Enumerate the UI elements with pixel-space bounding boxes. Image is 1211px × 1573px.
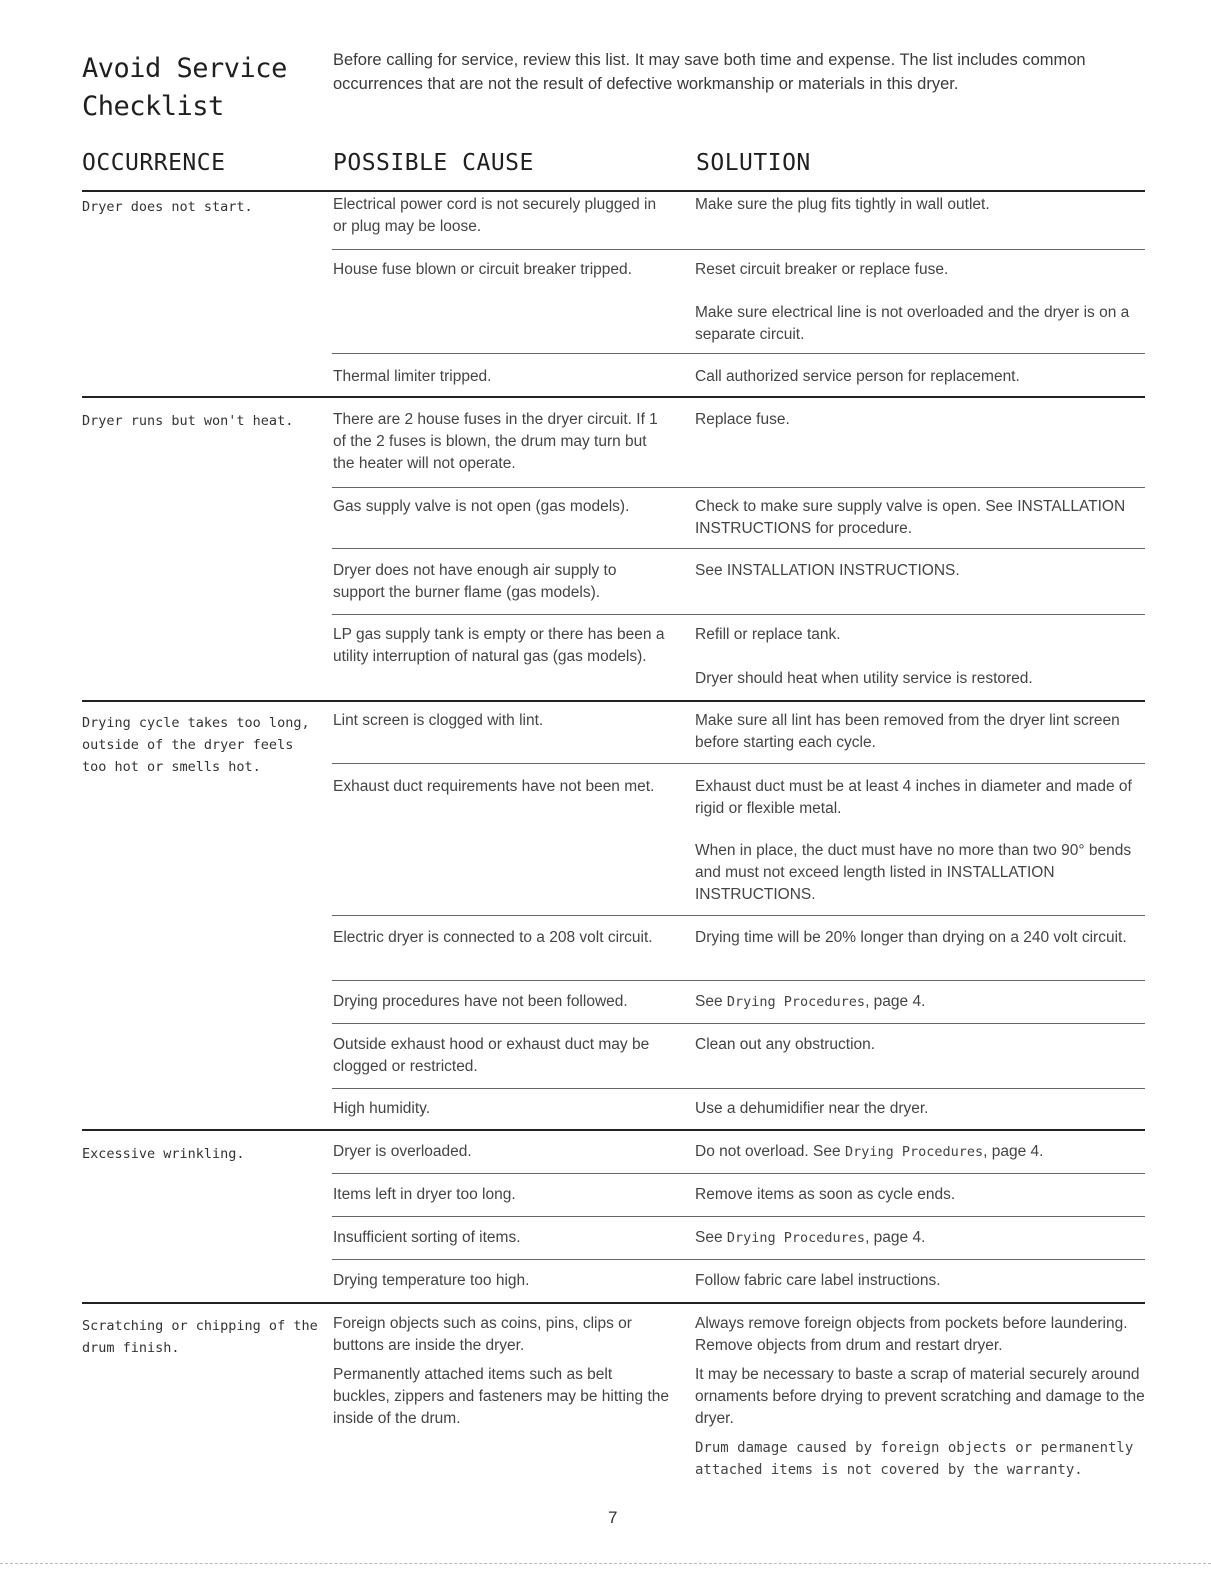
cause-text: Exhaust duct requirements have not been met. <box>333 778 655 795</box>
cause-text: Lint screen is clogged with lint. <box>333 712 544 729</box>
solution-text <box>695 1141 1147 1163</box>
section-rule <box>82 1302 1145 1304</box>
cause-text: LP gas supply tank is empty or there has been a utility interruption of natural gas (gas models). <box>333 626 665 665</box>
scan-edge <box>0 1563 1211 1564</box>
drying-procedures-ref: Drying Procedures <box>726 994 866 1010</box>
cause-text: Gas supply valve is not open (gas models). <box>333 498 630 515</box>
page-number: 7 <box>608 1508 618 1527</box>
cause-text: Insufficient sorting of items. <box>333 1229 521 1246</box>
title-line-2: Checklist <box>82 91 224 122</box>
occurrence-text: Scratching or chipping of the drum finish. <box>82 1318 318 1356</box>
solution-text: Refill or replace tank. <box>695 626 841 643</box>
row-divider <box>332 1023 1145 1024</box>
cause-text: Items left in dryer too long. <box>333 1186 516 1203</box>
solution-post: , page 4. <box>983 1143 1044 1160</box>
solution-text: Make sure the plug fits tightly in wall outlet. <box>695 196 990 213</box>
solution-pre: See <box>695 1229 727 1246</box>
row-divider <box>332 915 1145 916</box>
solution-text: Always remove foreign objects from pockets before laundering. Remove objects from drum and restart dryer. <box>695 1315 1128 1354</box>
solution-pre: Do not overload. See <box>695 1143 845 1160</box>
section-rule <box>82 700 1145 702</box>
solution-text: It may be necessary to baste a scrap of material securely around ornaments before drying to prevent scratching and damage to the dryer. <box>695 1366 1145 1427</box>
cause-text: Permanently attached items such as belt buckles, zippers and fasteners may be hitting the inside of the drum. <box>333 1366 670 1427</box>
solution-text: Use a dehumidifier near the dryer. <box>695 1100 929 1117</box>
solution-text: Drying time will be 20% longer than drying on a 240 volt circuit. <box>695 929 1127 946</box>
section-rule <box>82 1129 1145 1131</box>
row-divider <box>332 614 1145 615</box>
occurrence-text: Dryer runs but won't heat. <box>82 413 294 429</box>
drying-procedures-ref: Drying Procedures <box>844 1144 984 1160</box>
cause-text: Electrical power cord is not securely plugged in or plug may be loose. <box>333 196 657 235</box>
cause-text: Drying temperature too high. <box>333 1272 530 1289</box>
page-title <box>82 50 322 126</box>
row-divider <box>332 487 1145 488</box>
solution-text: Follow fabric care label instructions. <box>695 1272 941 1289</box>
solution-text: Make sure all lint has been removed from the dryer lint screen before starting each cycle. <box>695 712 1120 751</box>
solution-text: Check to make sure supply valve is open. See INSTALLATION INSTRUCTIONS for procedure. <box>695 498 1126 537</box>
row-divider <box>332 353 1145 354</box>
row-divider <box>332 548 1145 549</box>
header-occurrence: OCCURRENCE <box>82 150 226 176</box>
solution-text: Exhaust duct must be at least 4 inches in diameter and made of rigid or flexible metal. <box>695 778 1132 817</box>
solution-text: Make sure electrical line is not overloaded and the dryer is on a separate circuit. <box>695 304 1130 343</box>
row-divider <box>332 980 1145 981</box>
cause-text: Dryer is overloaded. <box>333 1143 472 1160</box>
title-line-1: Avoid Service <box>82 53 287 84</box>
cause-text: Foreign objects such as coins, pins, clips or buttons are inside the dryer. <box>333 1315 632 1354</box>
row-divider <box>332 1216 1145 1217</box>
cause-text: Outside exhaust hood or exhaust duct may be clogged or restricted. <box>333 1036 650 1075</box>
solution-text: Call authorized service person for replacement. <box>695 368 1020 385</box>
row-divider <box>332 1088 1145 1089</box>
solution-text: See INSTALLATION INSTRUCTIONS. <box>695 562 960 579</box>
section-rule <box>82 396 1145 398</box>
occurrence-text: Drying cycle takes too long, outside of the dryer feels too hot or smells hot. <box>82 715 310 775</box>
cause-text: Electric dryer is connected to a 208 volt circuit. <box>333 929 653 946</box>
cause-text: Dryer does not have enough air supply to support the burner flame (gas models). <box>333 562 617 601</box>
solution-text: Dryer should heat when utility service is restored. <box>695 670 1033 687</box>
row-divider <box>332 1259 1145 1260</box>
cause-text: Thermal limiter tripped. <box>333 368 492 385</box>
solution-pre: See <box>695 993 727 1010</box>
intro-paragraph: Before calling for service, review this list. It may save both time and expense. The list includes common occurrences that are not the result of defective workmanship or materials in this dryer. <box>333 51 1086 93</box>
cause-text: There are 2 house fuses in the dryer circuit. If 1 of the 2 fuses is blown, the drum may turn but the heater will not operate. <box>333 411 658 472</box>
solution-text: Clean out any obstruction. <box>695 1036 876 1053</box>
solution-text: Reset circuit breaker or replace fuse. <box>695 261 949 278</box>
solution-text: When in place, the duct must have no more than two 90° bends and must not exceed length listed in INSTALLATION INSTRUCTIONS. <box>695 842 1132 903</box>
row-divider <box>332 763 1145 764</box>
section-rule <box>82 190 1145 192</box>
header-possible-cause: POSSIBLE CAUSE <box>333 150 534 176</box>
cause-text: High humidity. <box>333 1100 431 1117</box>
header-solution: SOLUTION <box>696 150 811 176</box>
row-divider <box>332 249 1145 250</box>
occurrence-text: Excessive wrinkling. <box>82 1146 245 1162</box>
solution-text <box>695 991 1147 1013</box>
cause-text: Drying procedures have not been followed. <box>333 993 628 1010</box>
solution-text: Replace fuse. <box>695 411 790 428</box>
occurrence-text: Dryer does not start. <box>82 199 253 215</box>
row-divider <box>332 1173 1145 1174</box>
cause-text: House fuse blown or circuit breaker tripped. <box>333 261 632 278</box>
drying-procedures-ref: Drying Procedures <box>726 1230 866 1246</box>
solution-post: , page 4. <box>865 993 926 1010</box>
solution-text: Remove items as soon as cycle ends. <box>695 1186 956 1203</box>
solution-post: , page 4. <box>865 1229 926 1246</box>
warranty-note: Drum damage caused by foreign objects or permanently attached items is not covered by the warranty. <box>695 1440 1134 1478</box>
solution-text <box>695 1227 1147 1249</box>
